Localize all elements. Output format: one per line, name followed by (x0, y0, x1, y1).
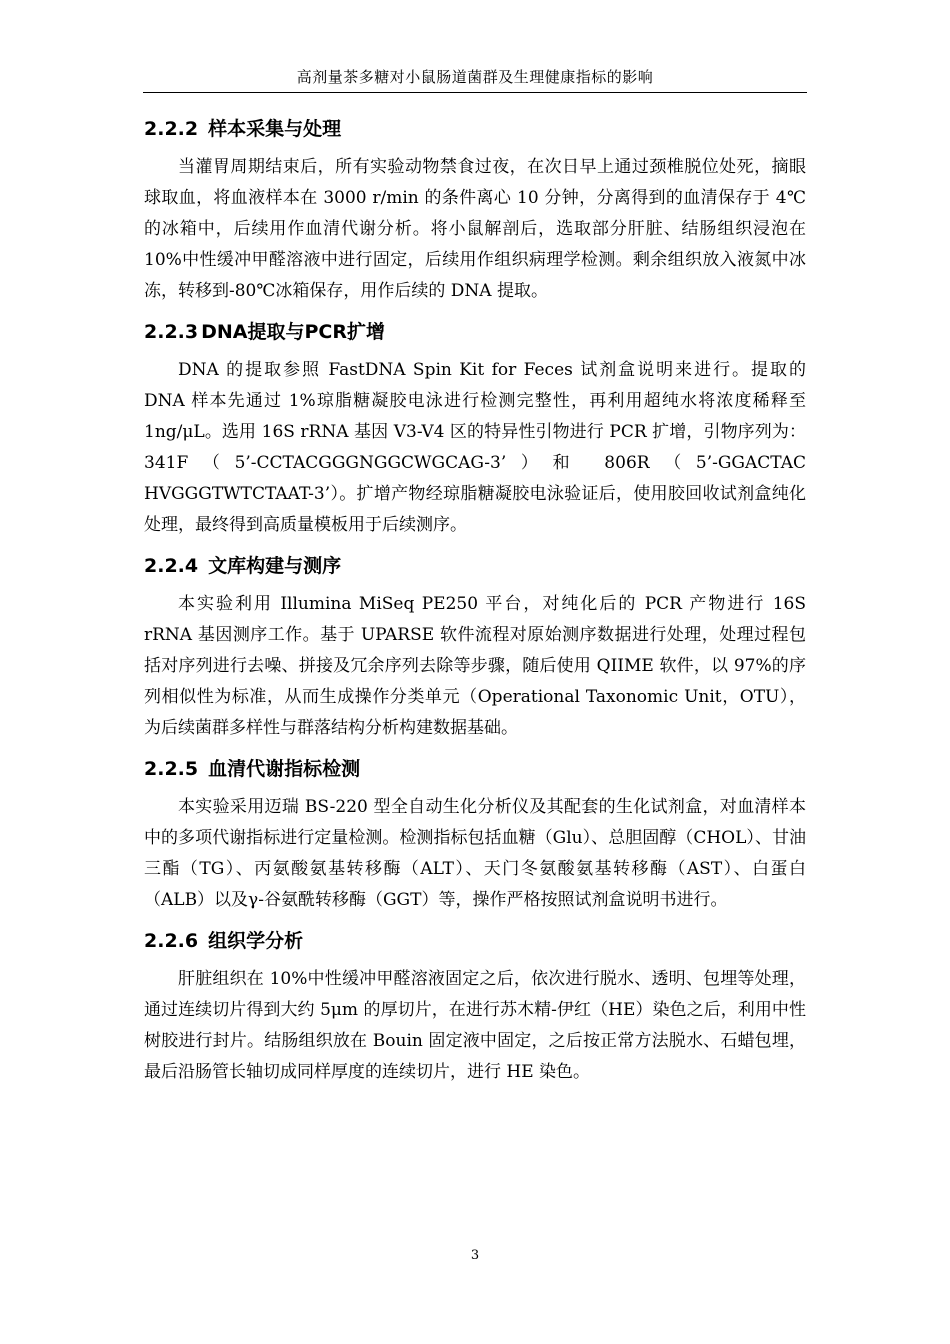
section-title: 血清代谢指标检测 (208, 758, 361, 780)
section-number: 2.2.6 (144, 930, 199, 952)
running-header: 高剂量茶多糖对小鼠肠道菌群及生理健康指标的影响 (296, 68, 654, 86)
section-2-2-6 (144, 924, 806, 1088)
section-heading (144, 924, 806, 958)
section-title: 样本采集与处理 (208, 118, 342, 140)
section-paragraph: DNA 的提取参照 FastDNA Spin Kit for Feces 试剂盒说明来进行。提取的 DNA 样本先通过 1%琼脂糖凝胶电泳进行检测完整性，再利用超纯水将浓度稀释至 1ng/μL。选用 16S rRNA 基因 V3-V4 区的特异性引物进行 PCR 扩增，引物序列为：341F（5’-CCTACGGGNGGCWGCAG-3’）和 806R（5’-GGACTAC HVGGGTWTCTAAT-3’）。扩增产物经琼脂糖凝胶电泳验证后，使用胶回收试剂盒纯化处理，最终得到高质量模板用于后续测序。 (144, 360, 806, 535)
section-title: DNA提取与PCR扩增 (201, 321, 385, 343)
section-heading (144, 549, 806, 583)
header-rule (143, 92, 807, 93)
section-paragraph: 本实验采用迈瑞 BS-220 型全自动生化分析仪及其配套的生化试剂盒，对血清样本中的多项代谢指标进行定量检测。检测指标包括血糖（Glu）、总胆固醇（CHOL）、甘油三酯（TG）、丙氨酸氨基转移酶（ALT）、天门冬氨酸氨基转移酶（AST）、白蛋白（ALB）以及γ-谷氨酰转移酶（GGT）等，操作严格按照试剂盒说明书进行。 (144, 797, 806, 910)
section-2-2-2 (144, 112, 806, 307)
section-number: 2.2.4 (144, 555, 199, 577)
section-paragraph: 肝脏组织在 10%中性缓冲甲醛溶液固定之后，依次进行脱水、透明、包埋等处理，通过连续切片得到大约 5μm 的厚切片，在进行苏木精-伊红（HE）染色之后，利用中性树胶进行封片。结肠组织放在 Bouin 固定液中固定，之后按正常方法脱水、石蜡包埋，最后沿肠管长轴切成同样厚度的连续切片，进行 HE 染色。 (144, 969, 806, 1082)
section-title: 文库构建与测序 (208, 555, 342, 577)
section-2-2-3 (144, 315, 806, 541)
section-2-2-4 (144, 549, 806, 744)
section-number: 2.2.5 (144, 758, 199, 780)
section-heading (144, 752, 806, 786)
section-paragraph: 当灌胃周期结束后，所有实验动物禁食过夜，在次日早上通过颈椎脱位处死，摘眼球取血，将血液样本在 3000 r/min 的条件离心 10 分钟，分离得到的血清保存于 4℃的冰箱中，后续用作血清代谢分析。将小鼠解剖后，选取部分肝脏、结肠组织浸泡在 10%中性缓冲甲醛溶液中进行固定，后续用作组织病理学检测。剩余组织放入液氮中冰冻，转移到-80℃冰箱保存，用作后续的 DNA 提取。 (144, 157, 806, 301)
section-heading (144, 112, 806, 146)
section-title: 组织学分析 (208, 930, 304, 952)
section-2-2-5 (144, 752, 806, 916)
page-number: 3 (470, 1248, 480, 1263)
section-heading (144, 315, 806, 349)
section-number: 2.2.3 (144, 321, 199, 343)
section-number: 2.2.2 (144, 118, 199, 140)
main-content (144, 112, 806, 1096)
section-paragraph: 本实验利用 Illumina MiSeq PE250 平台，对纯化后的 PCR 产物进行 16S rRNA 基因测序工作。基于 UPARSE 软件流程对原始测序数据进行处理，处理过程包括对序列进行去噪、拼接及冗余序列去除等步骤，随后使用 QIIME 软件，以 97%的序列相似性为标准，从而生成操作分类单元（Operational Taxonomic Unit，OTU），为后续菌群多样性与群落结构分析构建数据基础。 (144, 594, 806, 738)
